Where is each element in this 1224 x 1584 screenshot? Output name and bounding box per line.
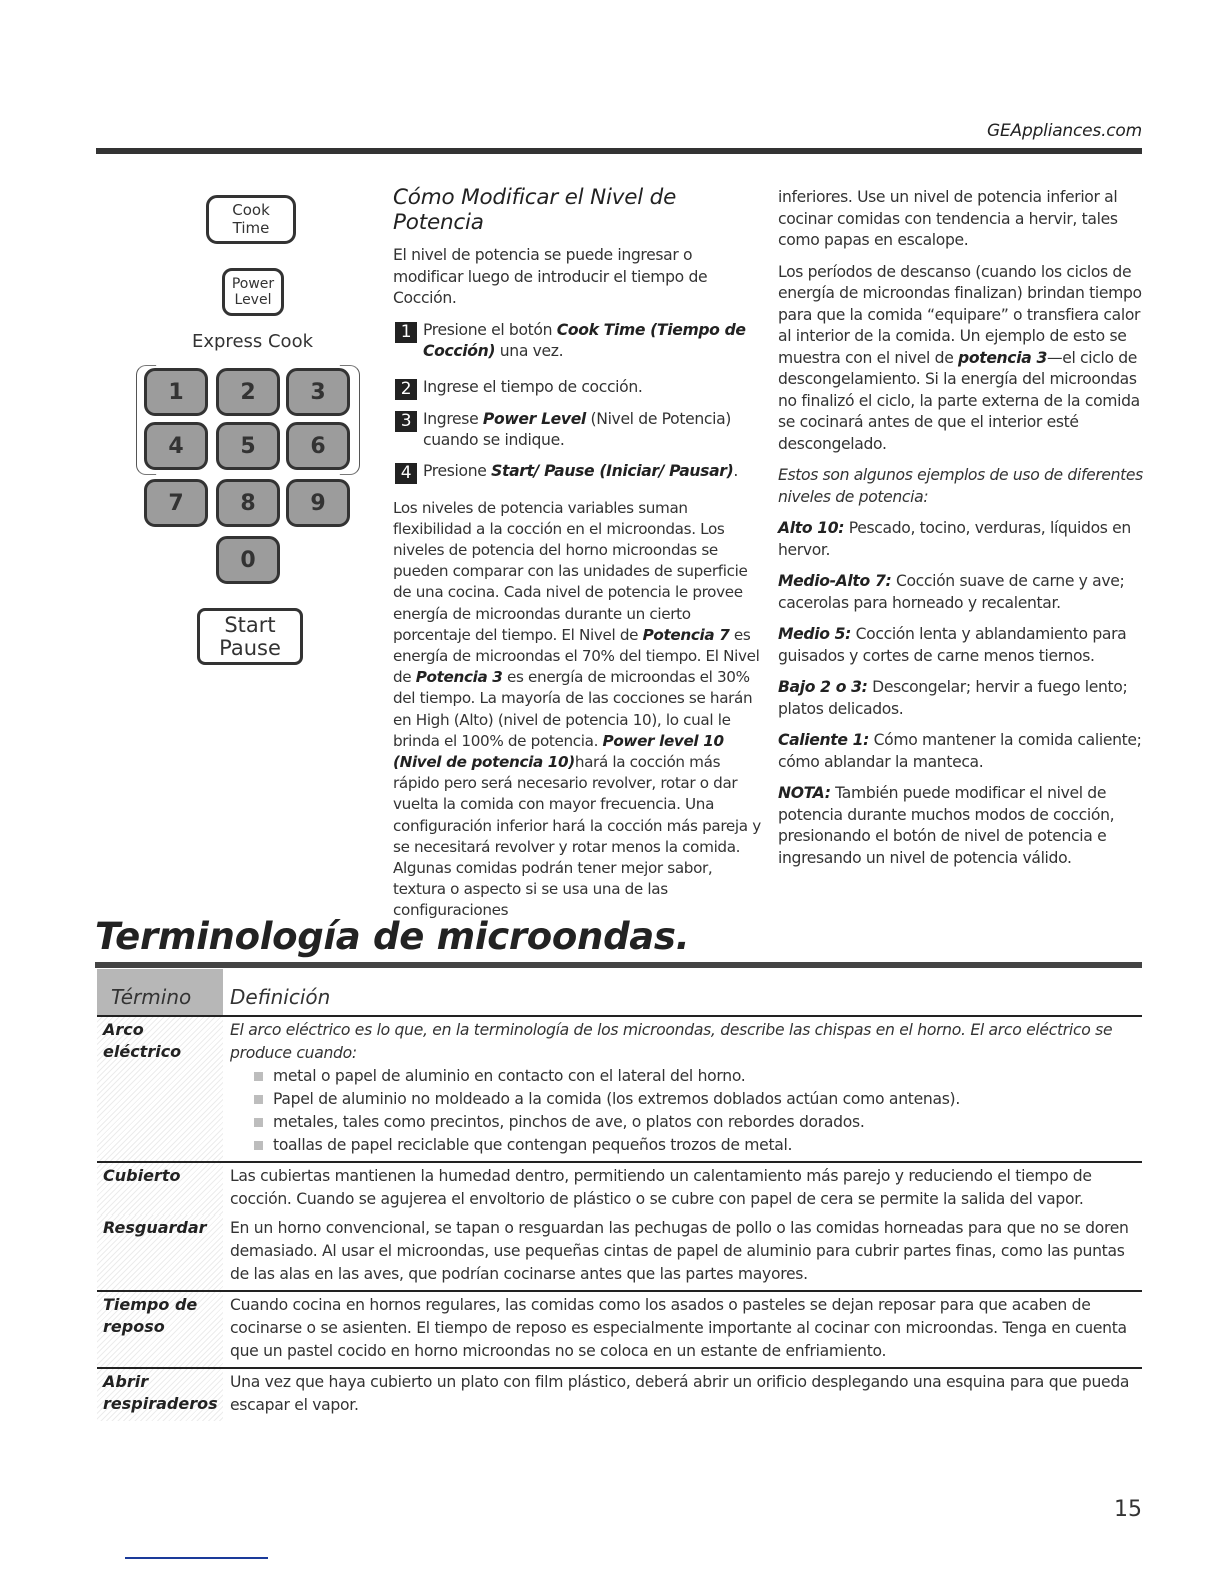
- list-item: metal o papel de aluminio en contacto con el lateral del horno.: [250, 1065, 1142, 1088]
- key-7: 7: [144, 479, 208, 527]
- rest-periods-paragraph: Los períodos de descanso (cuando los ciclos de energía de microondas finalizan) brindan tiempo para que la comida “equipare” o transfiera calor al interior de la comida. Un ejemplo de esto se muestra con el nivel de potencia 3—el ciclo de descongelamiento. Si la energía del microondas no finalizó el ciclo, la parte externa de la comida se cocinará antes de que el interior esté descongelado.: [778, 262, 1142, 453]
- step-number-icon: 2: [395, 379, 417, 400]
- column-header-term: Término: [97, 969, 223, 1015]
- key-8: 8: [216, 479, 280, 527]
- page-number: 15: [1114, 1497, 1142, 1522]
- step-emphasis: Start/ Pause (Iniciar/ Pausar): [491, 461, 734, 480]
- step-4: [393, 461, 763, 484]
- terminology-table: [97, 969, 1142, 1421]
- variable-power-paragraph: Los niveles de potencia variables suman flexibilidad a la cocción en el microondas. Los niveles de potencia del horno microondas se pueden comparar con las unidades de superficie de una cocina. Cada nivel de potencia le provee energía de microondas durante un cierto porcentaje del tiempo. El Nivel de Potencia 7 es energía de microondas el 70% del tiempo. El Nivel de Potencia 3 es energía de microondas el 30% del tiempo. La mayoría de las cocciones se harán en High (Alto) (nivel de potencia 10), lo cual le brinda el 100% de potencia. Power level 10 (Nivel de potencia 10)hará la cocción más rápido pero será necesario revolver, rotar o dar vuelta la comida con mayor frecuencia. Una configuración inferior hará la cocción más pareja y se necesitará revolver y rotar menos la comida. Algunas comidas podrán tener mejor sabor, textura o aspecto si se usa una de las configuraciones: [393, 498, 761, 920]
- paragraph-tail: inferiores. Use un nivel de potencia inferior al cocinar comidas con tendencia a hervir, tales como papas en escalope.: [778, 188, 1118, 249]
- intro-paragraph: El nivel de potencia se puede ingresar o modificar luego de introducir el tiempo de Cocción.: [393, 246, 708, 307]
- arc-causes-list: [230, 1065, 1142, 1157]
- term: Cubierto: [97, 1163, 223, 1215]
- site-url: GEAppliances.com: [987, 121, 1142, 141]
- key-3: 3: [286, 368, 350, 416]
- examples-intro: Estos son algunos ejemplos de uso de diferentes niveles de potencia:: [778, 466, 1143, 506]
- list-item: toallas de papel reciclable que contengan pequeños trozos de metal.: [250, 1134, 1142, 1157]
- power-level-line2: Level: [234, 292, 272, 308]
- paragraph-continued: hará la cocción más rápido pero será necesario revolver, rotar o dar vuelta la comida con mayor frecuencia. Una configuración inferior hará la cocción más pareja y se necesitará revolver y rotar menos la comida. Algunas comidas podrán tener mejor sabor, textura o aspecto si se usa una de las configuraciones: [393, 752, 761, 920]
- step-number-icon: 4: [395, 463, 417, 484]
- example-medio-alto: Medio-Alto 7: Cocción suave de carne y ave; cacerolas para horneado y recalentar.: [778, 572, 1125, 612]
- key-4: 4: [144, 422, 208, 470]
- power-level-section: [393, 185, 763, 932]
- key-9: 9: [286, 479, 350, 527]
- step-3: [393, 409, 763, 452]
- list-item: metales, tales como precintos, pinchos de ave, o platos con rebordes dorados.: [250, 1111, 1142, 1134]
- start-pause-line1: Start: [224, 613, 276, 638]
- step-text: Ingrese: [423, 409, 483, 428]
- definition: El arco eléctrico es lo que, en la terminología de los microondas, describe las chispas en el horno. El arco eléctrico se produce cuando: metal o papel de aluminio en contacto con el lateral del horno. Papel de aluminio no moldeado a la comida (los extremos doblados actúan como antenas). metales, tales como precintos, pinchos de ave, o platos con rebordes dorados. toallas de papel reciclable que contengan pequeños trozos de metal.: [223, 1017, 1142, 1161]
- step-number-icon: 1: [395, 322, 417, 343]
- term: Abrir respiraderos: [97, 1369, 223, 1421]
- express-cook-label: Express Cook: [191, 331, 314, 352]
- definition: En un horno convencional, se tapan o resguardan las pechugas de pollo o las comidas horneadas para que no se doren demasiado. Al usar el microondas, use pequeñas cintas de papel de aluminio para cubrir partes finas, como las puntas de las alas en las aves, que podrían cocinarse antes que las partes mayores.: [230, 1219, 1129, 1283]
- definition: Las cubiertas mantienen la humedad dentro, permitiendo un calentamiento más parejo y reduciendo el tiempo de cocción. Cuando se agujerea el envoltorio de plástico o se cubre con papel de cera se permite la salida del vapor.: [230, 1167, 1092, 1208]
- footer-accent-line: [125, 1557, 268, 1559]
- example-alto: Alto 10: Pescado, tocino, verduras, líquidos en hervor.: [778, 519, 1131, 559]
- table-row: [97, 1017, 1142, 1163]
- list-item: Papel de aluminio no moldeado a la comida (los extremos doblados actúan como antenas).: [250, 1088, 1142, 1111]
- term: Resguardar: [97, 1215, 223, 1290]
- step-number-icon: 3: [395, 411, 417, 432]
- key-2: 2: [216, 368, 280, 416]
- cook-time-button: [206, 195, 296, 244]
- cook-time-line2: Time: [232, 218, 270, 237]
- power-level-section-continued: [778, 187, 1148, 879]
- terminology-divider: [95, 962, 1142, 968]
- step-2: [393, 377, 763, 400]
- step-emphasis: Cook Time (Tiempo de Cocción): [423, 320, 746, 360]
- definition: Una vez que haya cubierto un plato con film plástico, deberá abrir un orificio desplegando una esquina para que pueda escapar el vapor.: [230, 1373, 1130, 1414]
- example-bajo: Bajo 2 o 3: Descongelar; hervir a fuego lento; platos delicados.: [778, 678, 1128, 718]
- power-level-button: [222, 268, 284, 316]
- definition: Cuando cocina en hornos regulares, las comidas como los asados o pasteles se dejan reposar para que acaben de cocinarse o se asienten. El tiempo de reposo es especialmente importante al cocinar con microondas. Tenga en cuenta que un pastel cocido en horno microondas no se coloca en un estante de enfriamiento.: [230, 1296, 1127, 1360]
- table-header: [97, 969, 1142, 1017]
- step-text: Ingrese el tiempo de cocción.: [423, 377, 643, 396]
- power-level-line1: Power: [231, 275, 275, 292]
- cook-time-line1: Cook: [232, 201, 270, 220]
- key-6: 6: [286, 422, 350, 470]
- note: NOTA: También puede modificar el nivel de potencia durante muchos modos de cocción, presionando el botón de nivel de potencia e ingresando un nivel de potencia válido.: [778, 784, 1115, 867]
- step-text: Presione: [423, 461, 492, 480]
- step-text: (Nivel de Potencia) cuando se indique.: [423, 409, 732, 449]
- table-row: [97, 1163, 1142, 1215]
- table-row: [97, 1292, 1142, 1369]
- header-divider: [96, 148, 1142, 154]
- step-text: .: [733, 461, 738, 480]
- term: Arco eléctrico: [97, 1017, 223, 1161]
- key-1: 1: [144, 368, 208, 416]
- example-caliente: Caliente 1: Cómo mantener la comida caliente; cómo ablandar la manteca.: [778, 731, 1142, 771]
- column-header-definition: Definición: [230, 985, 331, 1009]
- example-medio: Medio 5: Cocción lenta y ablandamiento para guisados y cortes de carne menos tiernos.: [778, 625, 1127, 665]
- start-pause-button: [197, 608, 303, 665]
- step-1: [393, 320, 763, 363]
- step-text: una vez.: [495, 342, 564, 360]
- terminology-title: Terminología de microondas.: [95, 915, 690, 958]
- table-row: [97, 1369, 1142, 1421]
- start-pause-line2: Pause: [219, 635, 281, 660]
- key-5: 5: [216, 422, 280, 470]
- table-row: [97, 1215, 1142, 1292]
- term: Tiempo de reposo: [97, 1292, 223, 1367]
- step-text: Presione el botón: [423, 320, 557, 339]
- section-heading: Cómo Modificar el Nivel de Potencia: [393, 185, 677, 235]
- key-0: 0: [216, 536, 280, 584]
- step-emphasis: Power Level: [482, 409, 586, 428]
